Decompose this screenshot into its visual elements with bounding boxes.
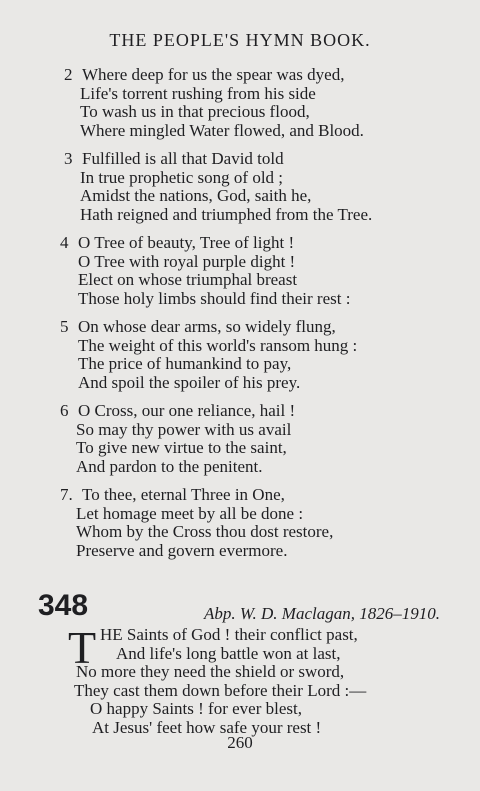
verse-line: Where deep for us the spear was dyed, xyxy=(82,65,345,84)
verse-line: No more they need the shield or sword, xyxy=(76,662,345,681)
verse-number: 6 xyxy=(60,401,69,420)
verse-line: O happy Saints ! for ever blest, xyxy=(90,699,302,718)
verse-line: And spoil the spoiler of his prey. xyxy=(78,372,301,392)
verse-line: The weight of this world's ransom hung : xyxy=(78,335,358,355)
verse-line: Those holy limbs should find their rest : xyxy=(78,288,351,308)
verse-line: And pardon to the penitent. xyxy=(76,456,263,476)
verse-number: 7. xyxy=(60,485,73,504)
verse-line: Life's torrent rushing from his side xyxy=(80,83,316,103)
drop-cap: T xyxy=(68,622,97,673)
verse-line: Hath reigned and triumphed from the Tree. xyxy=(80,204,373,224)
verse-6 xyxy=(56,402,456,476)
verse-line: O Tree of beauty, Tree of light ! xyxy=(78,233,295,252)
running-header: THE PEOPLE'S HYMN BOOK. xyxy=(109,30,371,50)
verse-line: And life's long battle won at last, xyxy=(116,643,341,663)
verse-line: On whose dear arms, so widely flung, xyxy=(78,317,336,336)
verse-line: They cast them down before their Lord :— xyxy=(74,680,367,700)
verse-2 xyxy=(56,66,456,140)
verse-line: O Cross, our one reliance, hail ! xyxy=(78,401,296,420)
verse-line: Elect on whose triumphal breast xyxy=(78,270,298,289)
verse-5 xyxy=(56,318,456,392)
hymn-author: Abp. W. D. Maclagan, 1826–1910. xyxy=(204,604,440,623)
verse-line: Amidst the nations, God, saith he, xyxy=(80,186,312,205)
verse-line: The price of humankind to pay, xyxy=(78,354,292,373)
verse-4 xyxy=(56,234,456,308)
verse-number: 3 xyxy=(64,149,73,168)
verse-line: To thee, eternal Three in One, xyxy=(82,485,285,504)
verse-line: Let homage meet by all be done : xyxy=(76,503,304,523)
verse-3 xyxy=(56,150,456,224)
verse-line: HE Saints of God ! their conflict past, xyxy=(100,625,358,644)
verse-number: 5 xyxy=(60,317,69,336)
hymn-348-verse-1 xyxy=(68,622,474,737)
verse-number: 4 xyxy=(60,233,69,252)
verse-line: Fulfilled is all that David told xyxy=(82,149,284,168)
verse-line: At Jesus' feet how safe your rest ! xyxy=(92,717,322,737)
hymn-number: 348 xyxy=(38,589,89,622)
verse-7 xyxy=(56,486,456,560)
verse-line: So may thy power with us avail xyxy=(76,419,292,439)
verse-line: O Tree with royal purple dight ! xyxy=(78,251,296,271)
verse-number: 2 xyxy=(64,65,73,84)
verse-line: To wash us in that precious flood, xyxy=(80,102,310,121)
page-number: 260 xyxy=(227,733,253,752)
verse-line: To give new virtue to the saint, xyxy=(76,438,287,457)
verse-line: Preserve and govern evermore. xyxy=(76,540,288,560)
hymn-heading xyxy=(38,590,458,624)
verse-line: In true prophetic song of old ; xyxy=(80,167,284,187)
verse-line: Whom by the Cross thou dost restore, xyxy=(76,522,334,541)
verse-line: Where mingled Water flowed, and Blood. xyxy=(80,120,364,140)
